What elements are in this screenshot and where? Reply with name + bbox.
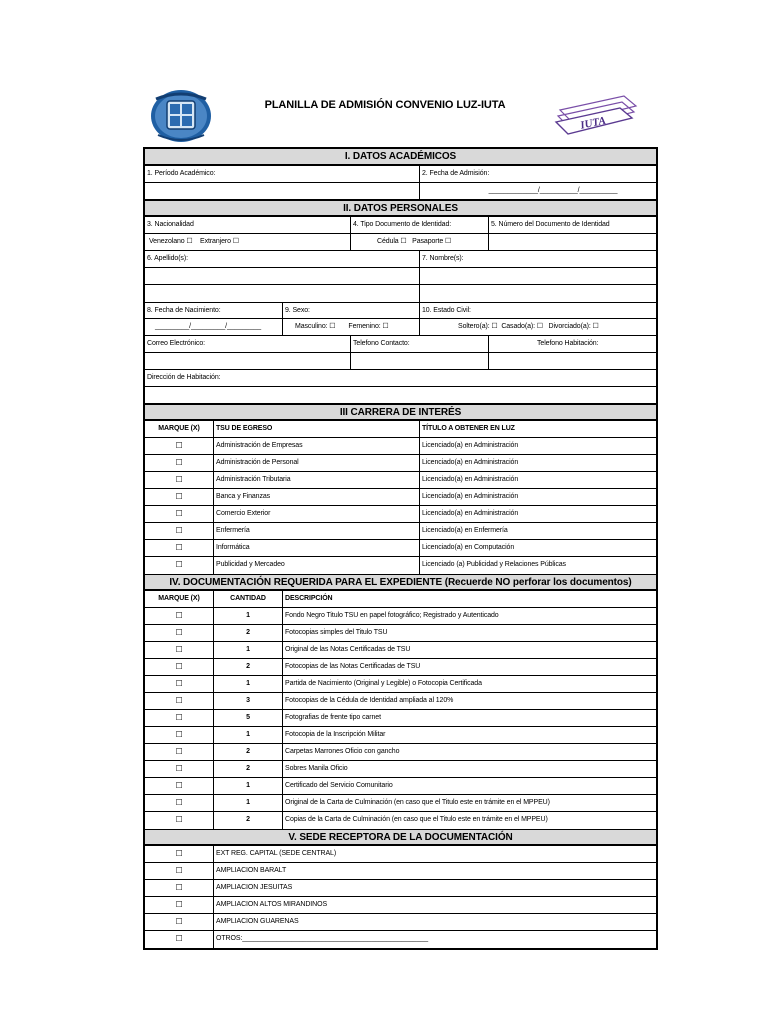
section-header-sede <box>145 829 656 846</box>
doc-checkbox[interactable]: ☐ <box>145 710 214 726</box>
doc-checkbox[interactable]: ☐ <box>145 727 214 743</box>
carrera-checkbox[interactable]: ☐ <box>145 455 214 471</box>
page-title: PLANILLA DE ADMISIÓN CONVENIO LUZ-IUTA <box>264 99 506 111</box>
academic-values-row <box>145 183 656 200</box>
sede-checkbox[interactable]: ☐ <box>145 897 214 913</box>
doc-qty-cell: 5 <box>214 710 283 726</box>
doc-qty-cell: 2 <box>214 744 283 760</box>
direccion-field[interactable] <box>145 387 656 403</box>
doc-checkbox[interactable]: ☐ <box>145 778 214 794</box>
section-title: I. DATOS ACADÉMICOS <box>344 151 457 162</box>
table-row <box>145 557 656 574</box>
carrera-checkbox[interactable]: ☐ <box>145 506 214 522</box>
doc-checkbox[interactable]: ☐ <box>145 693 214 709</box>
venezolano-checkbox[interactable]: Venezolano ☐ <box>149 238 193 245</box>
sede-checkbox[interactable]: ☐ <box>145 846 214 862</box>
fecha-nac-field[interactable]: _________/_________/_________ <box>145 319 283 335</box>
tipo-doc-options <box>351 234 489 250</box>
doc-checkbox[interactable]: ☐ <box>145 744 214 760</box>
carrera-titulo-cell: Licenciado(a) en Administración <box>422 459 519 466</box>
doc-table-body <box>145 608 656 829</box>
sede-name-cell: AMPLIACION GUARENAS <box>216 918 299 925</box>
table-row <box>145 625 656 642</box>
sede-name-cell: AMPLIACION JESUITAS <box>216 884 293 891</box>
carrera-checkbox[interactable]: ☐ <box>145 540 214 556</box>
doc-checkbox[interactable]: ☐ <box>145 795 214 811</box>
carrera-col-tsu: TSU DE EGRESO <box>214 421 420 437</box>
tel-contacto-label: Telefono Contacto: <box>351 336 489 352</box>
soltero-checkbox[interactable]: Soltero(a): ☐ <box>458 323 498 330</box>
academic-labels-row <box>145 166 656 183</box>
section-title: IV. DOCUMENTACIÓN REQUERIDA PARA EL EXPEDIENTE (Recuerde NO perforar los documentos) <box>169 576 632 588</box>
nacionalidad-options <box>145 234 351 250</box>
doc-qty-cell: 1 <box>214 608 283 624</box>
masculino-checkbox[interactable]: Masculino: ☐ <box>295 323 336 330</box>
doc-checkbox[interactable]: ☐ <box>145 608 214 624</box>
doc-qty-cell: 1 <box>214 676 283 692</box>
doc-qty-cell: 3 <box>214 693 283 709</box>
doc-desc-cell: Fotocopia de la Inscripción Militar <box>285 731 386 738</box>
table-row <box>145 778 656 795</box>
table-row <box>145 506 656 523</box>
doc-checkbox[interactable]: ☐ <box>145 659 214 675</box>
correo-label: Correo Electrónico: <box>145 336 351 352</box>
doc-col-mark: MARQUE (X) <box>145 591 214 607</box>
doc-desc-cell: Fotocopias de las Notas Certificadas de TSU <box>285 663 421 670</box>
doc-desc-cell: Sobres Manila Oficio <box>285 765 348 772</box>
section-title: II. DATOS PERSONALES <box>343 202 458 214</box>
doc-desc-cell: Fotocopias simples del Titulo TSU <box>285 629 388 636</box>
carrera-titulo-cell: Licenciado(a) en Computación <box>422 544 515 551</box>
carrera-checkbox[interactable]: ☐ <box>145 523 214 539</box>
num-doc-field[interactable] <box>489 234 656 250</box>
section-header-academic <box>145 149 656 166</box>
section-title: V. SEDE RECEPTORA DE LA DOCUMENTACIÓN <box>288 831 513 843</box>
carrera-tsu-cell: Informática <box>214 540 420 556</box>
carrera-header-row <box>145 421 656 438</box>
estado-civil-label: 10. Estado Civil: <box>422 307 471 314</box>
identity-options-row <box>145 234 656 251</box>
doc-desc-cell: Copias de la Carta de Culminación (en caso que el Titulo este en trámite en el MPPEU) <box>285 816 548 823</box>
carrera-checkbox[interactable]: ☐ <box>145 438 214 454</box>
carrera-tsu-cell: Banca y Finanzas <box>214 489 420 505</box>
carrera-tsu-cell: Administración de Personal <box>214 455 420 471</box>
doc-checkbox[interactable]: ☐ <box>145 761 214 777</box>
nacionalidad-label: 3. Nacionalidad <box>145 217 351 233</box>
table-row <box>145 931 656 948</box>
doc-desc-cell: Partida de Nacimiento (Original y Legible) o Fotocopia Certificada <box>285 680 482 687</box>
doc-qty-cell: 2 <box>214 812 283 829</box>
table-row <box>145 540 656 557</box>
table-row <box>145 455 656 472</box>
university-crest-logo <box>150 89 212 143</box>
carrera-col-titulo: TÍTULO A OBTENER EN LUZ <box>422 425 515 432</box>
doc-qty-cell: 2 <box>214 625 283 641</box>
table-row <box>145 489 656 506</box>
extranjero-checkbox[interactable]: Extranjero ☐ <box>200 238 239 245</box>
admission-form <box>143 147 658 950</box>
table-row <box>145 676 656 693</box>
sexo-label: 9. Sexo: <box>283 303 420 318</box>
table-row <box>145 608 656 625</box>
doc-desc-cell: Certificado del Servicio Comunitario <box>285 782 393 789</box>
table-row <box>145 795 656 812</box>
table-row <box>145 710 656 727</box>
names-values-row <box>145 268 656 285</box>
doc-col-desc: DESCRIPCIÓN <box>285 595 333 602</box>
contact-values-row <box>145 353 656 370</box>
table-row <box>145 727 656 744</box>
num-doc-label: 5. Número del Documento de Identidad <box>491 221 610 228</box>
sexo-options <box>283 319 420 335</box>
table-row <box>145 523 656 540</box>
carrera-titulo-cell: Licenciado(a) en Administración <box>422 510 519 517</box>
carrera-col-mark: MARQUE (X) <box>145 421 214 437</box>
carrera-tsu-cell: Administración de Empresas <box>214 438 420 454</box>
doc-qty-cell: 1 <box>214 795 283 811</box>
carrera-titulo-cell: Licenciado(a) en Administración <box>422 493 519 500</box>
doc-qty-cell: 2 <box>214 659 283 675</box>
doc-desc-cell: Fondo Negro Titulo TSU en papel fotográfico; Registrado y Autenticado <box>285 612 499 619</box>
carrera-titulo-cell: Licenciado(a) en Administración <box>422 442 519 449</box>
doc-checkbox[interactable]: ☐ <box>145 676 214 692</box>
femenino-checkbox[interactable]: Femenino: ☐ <box>348 323 389 330</box>
table-row <box>145 863 656 880</box>
direccion-label: Dirección de Habitación: <box>147 374 221 381</box>
carrera-checkbox[interactable]: ☐ <box>145 557 214 574</box>
table-row <box>145 744 656 761</box>
doc-checkbox[interactable]: ☐ <box>145 642 214 658</box>
table-row <box>145 897 656 914</box>
correo-field[interactable] <box>145 353 351 369</box>
sede-table-body <box>145 846 656 948</box>
tel-habitacion-field[interactable] <box>489 353 656 369</box>
carrera-tsu-cell: Administración Tributaria <box>214 472 420 488</box>
apellidos-label: 6. Apellido(s): <box>145 251 420 267</box>
fecha-admision-label: 2. Fecha de Admisión: <box>422 170 490 177</box>
table-row <box>145 914 656 931</box>
direccion-value-row <box>145 387 656 404</box>
fecha-admision-field[interactable]: _____________/__________/__________ <box>488 187 618 194</box>
sede-checkbox[interactable]: ☐ <box>145 931 214 948</box>
doc-header-row <box>145 591 656 608</box>
table-row <box>145 846 656 863</box>
table-row <box>145 642 656 659</box>
section-header-carrera <box>145 404 656 421</box>
table-row <box>145 659 656 676</box>
sede-name-cell: OTROS:_________________________________________________ <box>216 935 429 942</box>
blank-spacer-row <box>145 285 656 302</box>
birth-sex-civil-labels-row <box>145 302 656 319</box>
carrera-checkbox[interactable]: ☐ <box>145 489 214 505</box>
section-header-documentacion <box>145 574 656 591</box>
contact-labels-row <box>145 336 656 353</box>
table-row <box>145 438 656 455</box>
tipo-doc-label: 4. Tipo Documento de Identidad: <box>351 217 489 233</box>
apellidos-field[interactable] <box>145 268 420 284</box>
sede-name-cell: AMPLIACION ALTOS MIRANDINOS <box>216 901 328 908</box>
iuta-logo <box>554 94 638 136</box>
pasaporte-checkbox[interactable]: Pasaporte ☐ <box>412 238 452 245</box>
table-row <box>145 693 656 710</box>
sede-name-cell: AMPLIACION BARALT <box>216 867 287 874</box>
doc-qty-cell: 1 <box>214 778 283 794</box>
carrera-titulo-cell: Licenciado (a) Publicidad y Relaciones Públicas <box>422 561 566 568</box>
table-row <box>145 761 656 778</box>
nombres-field[interactable] <box>420 268 656 284</box>
table-row <box>145 472 656 489</box>
identity-labels-row <box>145 217 656 234</box>
doc-desc-cell: Original de la Carta de Culminación (en caso que el Titulo este en trámite en el MPPEU) <box>285 799 550 806</box>
sede-name-cell: EXT REG. CAPITAL (SEDE CENTRAL) <box>216 850 337 857</box>
section-title: III CARRERA DE INTERÉS <box>339 406 462 418</box>
carrera-titulo-cell: Licenciado(a) en Enfermería <box>422 527 508 534</box>
doc-checkbox[interactable]: ☐ <box>145 812 214 829</box>
table-row <box>145 880 656 897</box>
names-labels-row <box>145 251 656 268</box>
direccion-label-row <box>145 370 656 387</box>
doc-qty-cell: 2 <box>214 761 283 777</box>
sede-checkbox[interactable]: ☐ <box>145 880 214 896</box>
periodo-field[interactable] <box>145 183 420 199</box>
tel-habitacion-label: Telefono Habitación: <box>537 340 599 347</box>
sede-checkbox[interactable]: ☐ <box>145 863 214 879</box>
sede-checkbox[interactable]: ☐ <box>145 914 214 930</box>
carrera-titulo-cell: Licenciado(a) en Administración <box>422 476 519 483</box>
doc-desc-cell: Fotocopias de la Cédula de Identidad ampliada al 120% <box>285 697 454 704</box>
tel-contacto-field[interactable] <box>351 353 489 369</box>
periodo-label: 1. Período Académico: <box>145 166 420 182</box>
section-header-personal <box>145 200 656 217</box>
iuta-logo-text: IUTA <box>579 114 607 132</box>
carrera-table-body <box>145 438 656 574</box>
birth-sex-civil-values-row <box>145 319 656 336</box>
estado-civil-options <box>420 319 656 335</box>
doc-col-qty: CANTIDAD <box>214 591 283 607</box>
carrera-tsu-cell: Publicidad y Mercadeo <box>214 557 420 574</box>
casado-checkbox[interactable]: Casado(a): ☐ <box>501 323 543 330</box>
carrera-checkbox[interactable]: ☐ <box>145 472 214 488</box>
cedula-checkbox[interactable]: Cédula ☐ <box>377 238 407 245</box>
table-row <box>145 812 656 829</box>
doc-qty-cell: 1 <box>214 727 283 743</box>
doc-desc-cell: Carpetas Marrones Oficio con gancho <box>285 748 400 755</box>
doc-qty-cell: 1 <box>214 642 283 658</box>
carrera-tsu-cell: Comercio Exterior <box>214 506 420 522</box>
doc-desc-cell: Original de las Notas Certificadas de TSU <box>285 646 411 653</box>
carrera-tsu-cell: Enfermería <box>214 523 420 539</box>
doc-checkbox[interactable]: ☐ <box>145 625 214 641</box>
fecha-nac-label: 8. Fecha de Nacimiento: <box>145 303 283 318</box>
doc-desc-cell: Fotografias de frente tipo carnet <box>285 714 381 721</box>
nombres-label: 7. Nombre(s): <box>422 255 464 262</box>
divorciado-checkbox[interactable]: Divorciado(a): ☐ <box>548 323 599 330</box>
